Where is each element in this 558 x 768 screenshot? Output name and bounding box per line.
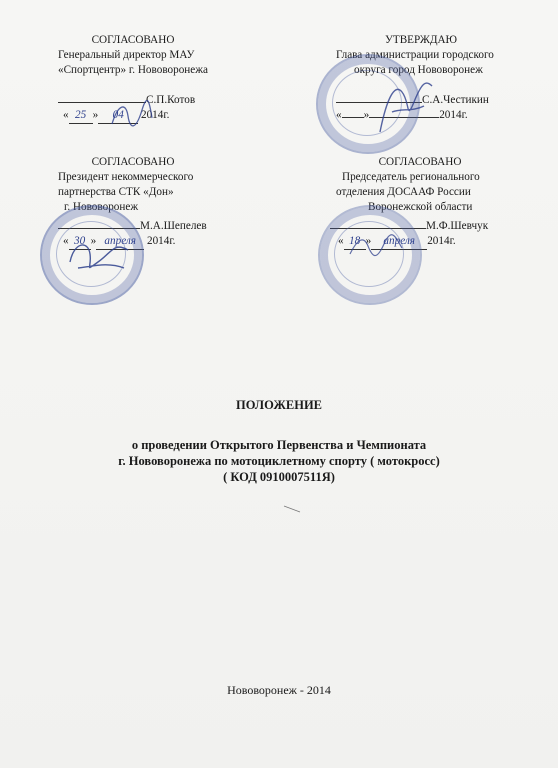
title-main: ПОЛОЖЕНИЕ bbox=[235, 398, 323, 412]
pencil-mark bbox=[283, 505, 301, 513]
position-line-3: Воронежской области bbox=[368, 201, 473, 213]
date-year: 2014г. bbox=[427, 235, 456, 247]
date-line: « 18 » апреля 2014г. bbox=[338, 234, 540, 250]
signer-name: С.П.Котов bbox=[146, 94, 196, 106]
heading: УТВЕРЖДАЮ bbox=[384, 34, 458, 46]
date-month: 04 bbox=[98, 108, 138, 124]
document-title bbox=[0, 397, 558, 413]
date-month: апреля bbox=[96, 234, 144, 250]
position-line-2: «Спортцентр» г. Нововоронежа bbox=[58, 64, 208, 76]
place-and-year: Нововоронеж - 2014 bbox=[227, 683, 331, 697]
date-line: « 25 » 04 2014г. bbox=[63, 108, 273, 124]
position-line-3: г. Нововоронеж bbox=[64, 201, 139, 213]
official-seal-stamp-top bbox=[316, 54, 420, 154]
position-line-2: партнерства СТК «Дон» bbox=[58, 186, 174, 198]
date-day: 30 bbox=[69, 234, 91, 250]
heading: СОГЛАСОВАНО bbox=[91, 34, 175, 46]
signature-line bbox=[58, 93, 273, 108]
subtitle-line-3: ( КОД 0910007511Я) bbox=[223, 470, 335, 484]
heading: СОГЛАСОВАНО bbox=[378, 156, 462, 168]
date-line: « » 2014г. bbox=[336, 109, 468, 121]
subtitle-line-1: о проведении Открытого Первенства и Чемпионата bbox=[131, 438, 427, 452]
document-subtitle bbox=[0, 437, 558, 485]
position-line-2: отделения ДОСААФ России bbox=[336, 186, 471, 198]
position-line-2: округа город Нововоронеж bbox=[354, 64, 483, 76]
official-seal-stamp-left bbox=[40, 205, 144, 305]
date-year: 2014г. bbox=[146, 235, 176, 247]
signer-name: С.А.Честикин bbox=[422, 94, 489, 106]
date-month: апреля bbox=[371, 234, 427, 250]
position-line-1: Генеральный директор МАУ bbox=[58, 49, 195, 61]
official-seal-stamp-right bbox=[318, 205, 422, 305]
signer-name: М.А.Шепелев bbox=[140, 220, 207, 232]
date-line: « 30 » апреля 2014г. bbox=[63, 234, 273, 250]
date-year: 2014г. bbox=[439, 109, 468, 121]
date-day: 18 bbox=[344, 234, 366, 250]
position-line-1: Председатель регионального bbox=[342, 171, 480, 183]
date-year: 2014г. bbox=[140, 109, 170, 121]
heading: СОГЛАСОВАНО bbox=[91, 156, 175, 168]
signer-name: М.Ф.Шевчук bbox=[426, 220, 489, 232]
date-day: 25 bbox=[69, 108, 93, 124]
position-line-1: Глава администрации городского bbox=[336, 49, 494, 61]
approval-block-top-left bbox=[58, 33, 273, 124]
position-line-1: Президент некоммерческого bbox=[58, 171, 194, 183]
subtitle-line-2: г. Нововоронежа по мотоциклетному спорту ( мотокросс) bbox=[118, 454, 440, 468]
